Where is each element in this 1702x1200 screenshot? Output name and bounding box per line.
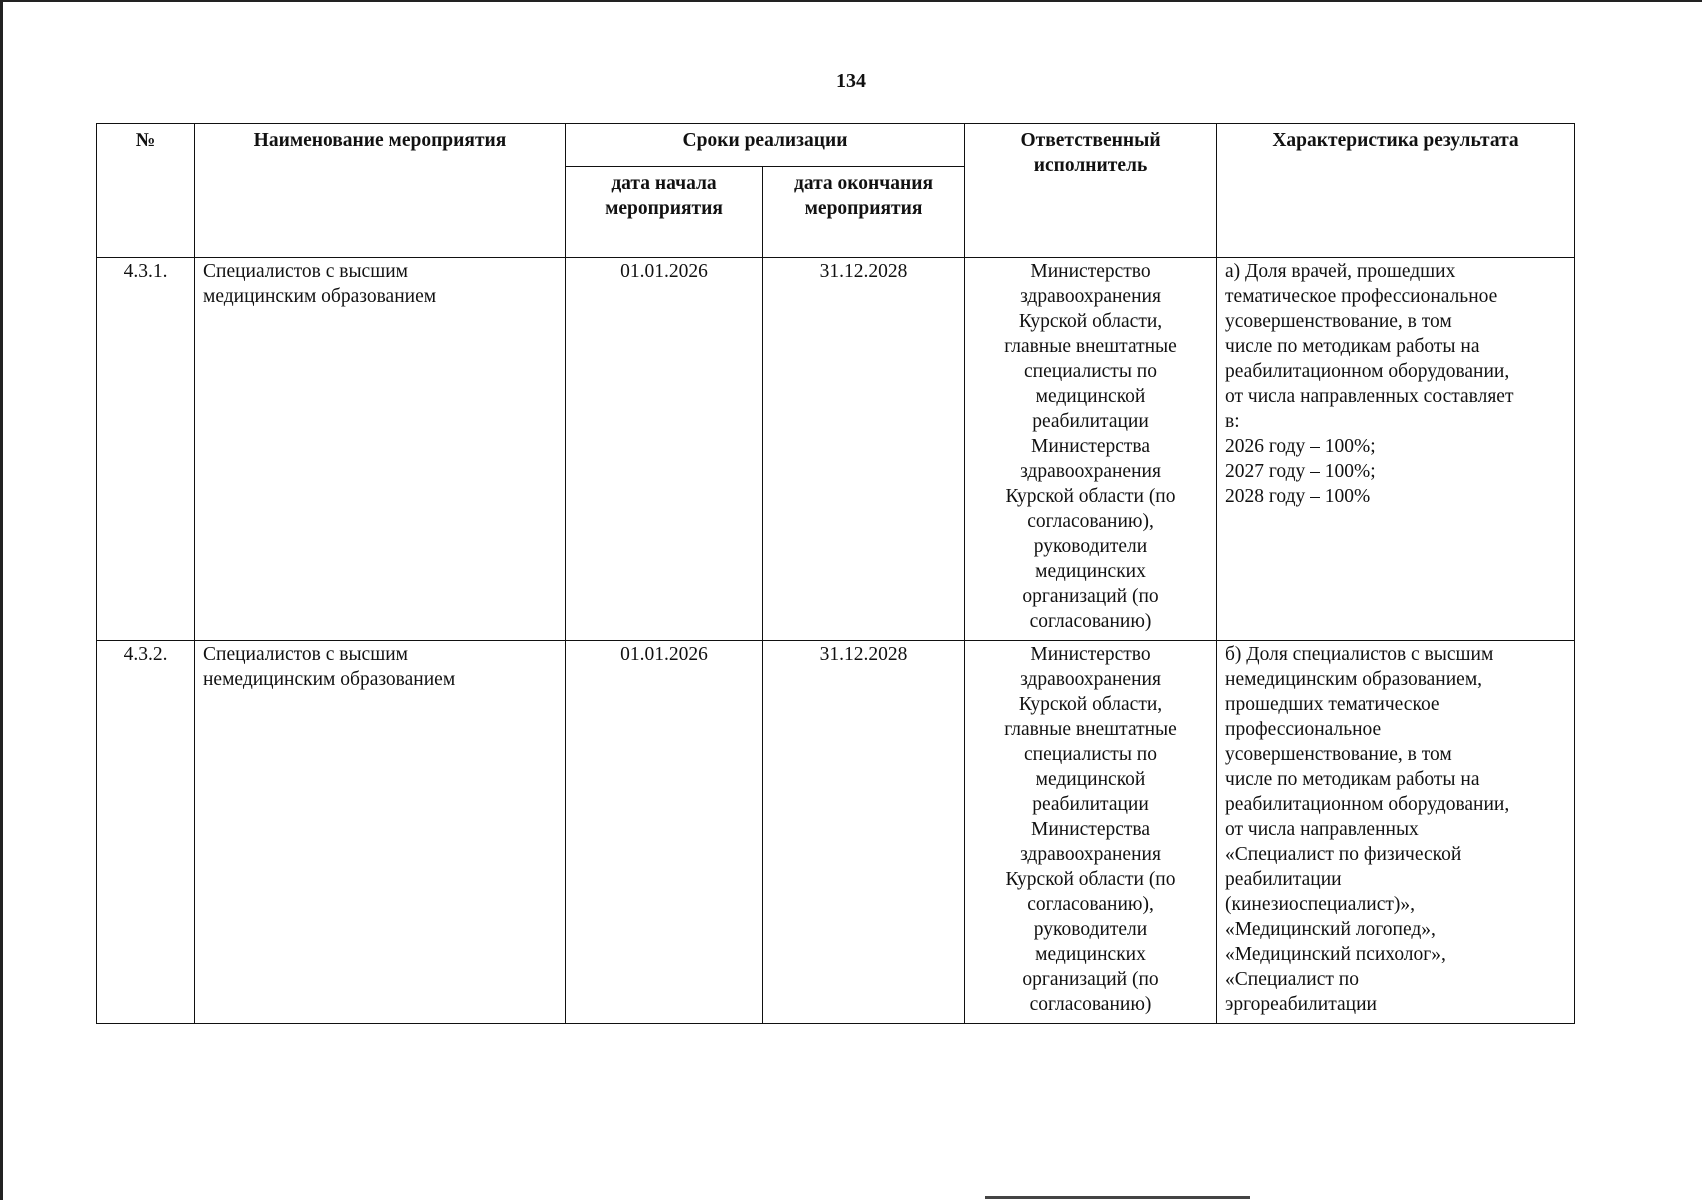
header-terms: Сроки реализации bbox=[566, 124, 965, 167]
end-date: 31.12.2028 bbox=[763, 641, 965, 1024]
result-characteristic: а) Доля врачей, прошедших тематическое профессиональное усовершенствование, в том числе по методикам работы на реабилитационном оборудовании, от числа направленных составляет в: 2026 году – 100%; 2027 году – 100%; 2028 году – 100% bbox=[1217, 258, 1575, 641]
end-date: 31.12.2028 bbox=[763, 258, 965, 641]
header-end-date: дата окончания мероприятия bbox=[763, 167, 965, 258]
activities-table bbox=[96, 123, 1575, 1024]
row-number: 4.3.2. bbox=[97, 641, 195, 1024]
activity-name: Специалистов с высшим немедицинским образованием bbox=[195, 641, 566, 1024]
page-number: 134 bbox=[836, 70, 866, 92]
table-row bbox=[97, 258, 1575, 641]
header-result: Характеристика результата bbox=[1217, 124, 1575, 258]
header-start-date: дата начала мероприятия bbox=[566, 167, 763, 258]
row-number: 4.3.1. bbox=[97, 258, 195, 641]
activity-name: Специалистов с высшим медицинским образованием bbox=[195, 258, 566, 641]
table-row bbox=[97, 641, 1575, 1024]
start-date: 01.01.2026 bbox=[566, 641, 763, 1024]
header-activity-name: Наименование мероприятия bbox=[195, 124, 566, 258]
table-header-row bbox=[97, 124, 1575, 167]
result-characteristic: б) Доля специалистов с высшим немедицинским образованием, прошедших тематическое профессиональное усовершенствование, в том числе по методикам работы на реабилитационном оборудовании, от числа направленных «Специалист по физической реабилитации (кинезиоспециалист)», «Медицинский логопед», «Медицинский психолог», «Специалист по эргореабилитации bbox=[1217, 641, 1575, 1024]
start-date: 01.01.2026 bbox=[566, 258, 763, 641]
header-number: № bbox=[97, 124, 195, 258]
scan-artifact bbox=[1150, 1196, 1250, 1199]
header-responsible: Ответственный исполнитель bbox=[965, 124, 1217, 258]
responsible-executor: Министерство здравоохранения Курской области, главные внештатные специалисты по медицинской реабилитации Министерства здравоохранения Курской области (по согласованию), руководители медицинских организаций (по согласованию) bbox=[965, 641, 1217, 1024]
responsible-executor: Министерство здравоохранения Курской области, главные внештатные специалисты по медицинской реабилитации Министерства здравоохранения Курской области (по согласованию), руководители медицинских организаций (по согласованию) bbox=[965, 258, 1217, 641]
